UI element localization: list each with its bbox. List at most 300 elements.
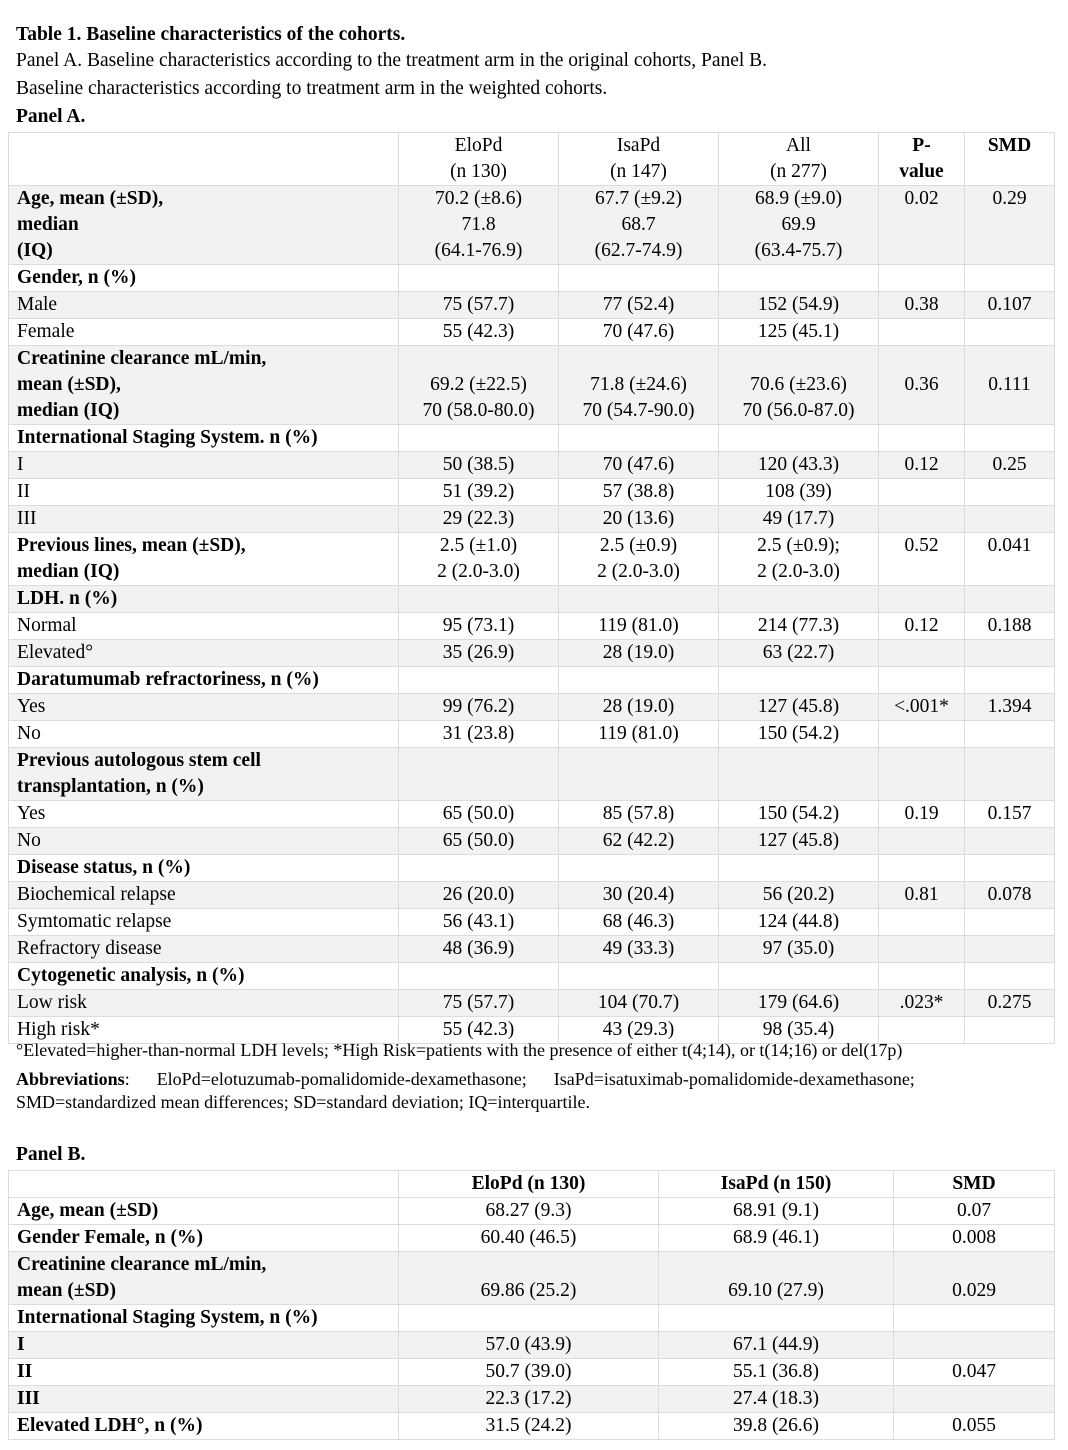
cell-line bbox=[879, 425, 964, 451]
cell-line: 0.25 bbox=[992, 454, 1027, 475]
table-row bbox=[9, 506, 1055, 533]
value-cell-isa bbox=[559, 186, 719, 265]
value-cell-smd bbox=[894, 1386, 1055, 1413]
cell-line: 70 (47.6) bbox=[602, 454, 675, 475]
value-cell-elo bbox=[399, 1386, 659, 1413]
value-cell-all bbox=[719, 452, 879, 479]
cell-line: 55 (42.3) bbox=[442, 321, 515, 342]
panel-b-header-cell bbox=[399, 1171, 659, 1198]
panel-a-label: Panel A. bbox=[16, 106, 86, 127]
value-cell-smd bbox=[965, 319, 1055, 346]
cell-line bbox=[965, 828, 1054, 854]
cell-line: Female bbox=[17, 321, 75, 342]
cell-line: Yes bbox=[17, 696, 46, 717]
value-cell-p bbox=[879, 801, 965, 828]
cell-line bbox=[559, 667, 718, 693]
cell-line bbox=[559, 963, 718, 989]
cell-line: 85 (57.8) bbox=[602, 803, 675, 824]
table-row bbox=[9, 1252, 1055, 1305]
value-cell-isa bbox=[559, 828, 719, 855]
cell-line: 56 (43.1) bbox=[442, 911, 515, 932]
row-label-cell bbox=[9, 346, 399, 425]
value-cell-smd bbox=[965, 346, 1055, 425]
cell-line bbox=[659, 1252, 893, 1278]
value-cell-elo bbox=[399, 265, 559, 292]
value-cell-elo bbox=[399, 1413, 659, 1440]
value-cell-smd bbox=[894, 1359, 1055, 1386]
table-row bbox=[9, 292, 1055, 319]
cell-line: 70 (54.7-90.0) bbox=[582, 400, 695, 421]
cell-line: 20 (13.6) bbox=[602, 508, 675, 529]
cell-line: 108 (39) bbox=[765, 481, 832, 502]
value-cell-elo bbox=[399, 586, 559, 613]
cell-line: 28 (19.0) bbox=[602, 696, 675, 717]
table-row bbox=[9, 425, 1055, 452]
cell-line: II bbox=[17, 481, 30, 502]
table-row bbox=[9, 1413, 1055, 1440]
cell-line: 31 (23.8) bbox=[442, 723, 515, 744]
row-label-cell bbox=[9, 990, 399, 1017]
value-cell-all bbox=[719, 533, 879, 586]
value-cell-all bbox=[719, 479, 879, 506]
cell-line bbox=[9, 1171, 398, 1197]
cell-line: 95 (73.1) bbox=[442, 615, 515, 636]
cell-line bbox=[965, 963, 1054, 989]
value-cell-elo bbox=[399, 346, 559, 425]
cell-line: 62 (42.2) bbox=[602, 830, 675, 851]
cell-line: 63 (22.7) bbox=[762, 642, 835, 663]
value-cell-elo bbox=[399, 1225, 659, 1252]
value-cell-p bbox=[879, 586, 965, 613]
value-cell-smd bbox=[965, 882, 1055, 909]
value-cell-all bbox=[719, 346, 879, 425]
cell-line: 69.2 (±22.5) bbox=[430, 374, 527, 395]
cell-line: 97 (35.0) bbox=[762, 938, 835, 959]
row-label-cell bbox=[9, 1359, 399, 1386]
value-cell-isa bbox=[559, 721, 719, 748]
cell-line bbox=[399, 748, 558, 774]
value-cell-elo bbox=[399, 963, 559, 990]
row-label-cell bbox=[9, 801, 399, 828]
table-row bbox=[9, 694, 1055, 721]
value-cell-elo bbox=[399, 425, 559, 452]
cell-line: (IQ) bbox=[17, 240, 53, 261]
cell-line: 0.275 bbox=[987, 992, 1032, 1013]
row-label-cell bbox=[9, 1198, 399, 1225]
panel-a-table bbox=[8, 132, 1055, 1044]
cell-line: 68.9 (46.1) bbox=[732, 1227, 820, 1248]
cell-line: 57.0 (43.9) bbox=[485, 1334, 572, 1355]
value-cell-smd bbox=[965, 506, 1055, 533]
value-cell-smd bbox=[965, 292, 1055, 319]
cell-line: 28 (19.0) bbox=[602, 642, 675, 663]
cell-line: Symtomatic relapse bbox=[17, 911, 172, 932]
table-row bbox=[9, 855, 1055, 882]
cell-line: 29 (22.3) bbox=[442, 508, 515, 529]
value-cell-isa bbox=[659, 1252, 894, 1305]
value-cell-smd bbox=[965, 748, 1055, 801]
value-cell-p bbox=[879, 721, 965, 748]
cell-line bbox=[965, 909, 1054, 935]
cell-line bbox=[399, 425, 558, 451]
cell-line: 68 (46.3) bbox=[602, 911, 675, 932]
table-row bbox=[9, 586, 1055, 613]
value-cell-elo bbox=[399, 186, 559, 265]
cell-line bbox=[399, 963, 558, 989]
row-label-cell bbox=[9, 1386, 399, 1413]
value-cell-smd bbox=[965, 452, 1055, 479]
value-cell-isa bbox=[559, 640, 719, 667]
value-cell-p bbox=[879, 533, 965, 586]
cell-line: median bbox=[17, 214, 79, 235]
cell-line: 43 (29.3) bbox=[602, 1019, 675, 1040]
cell-line: 69.86 (25.2) bbox=[480, 1280, 577, 1301]
value-cell-isa bbox=[559, 936, 719, 963]
row-label-cell bbox=[9, 882, 399, 909]
value-cell-p bbox=[879, 936, 965, 963]
cell-line: 0.52 bbox=[904, 535, 939, 556]
value-cell-elo bbox=[399, 694, 559, 721]
cell-line bbox=[559, 586, 718, 612]
cell-line: 99 (76.2) bbox=[442, 696, 515, 717]
cell-line: 0.029 bbox=[952, 1280, 996, 1301]
table-row bbox=[9, 346, 1055, 425]
table-row bbox=[9, 452, 1055, 479]
cell-line bbox=[894, 1386, 1054, 1412]
value-cell-p bbox=[879, 963, 965, 990]
value-cell-smd bbox=[965, 479, 1055, 506]
cell-line: 67.7 (±9.2) bbox=[594, 188, 683, 209]
cell-line: 70 (56.0-87.0) bbox=[742, 400, 855, 421]
value-cell-p bbox=[879, 909, 965, 936]
value-cell-smd bbox=[894, 1225, 1055, 1252]
row-label-cell bbox=[9, 909, 399, 936]
panel-a-header-cell bbox=[559, 133, 719, 186]
value-cell-elo bbox=[399, 292, 559, 319]
cell-line: 49 (33.3) bbox=[602, 938, 675, 959]
value-cell-all bbox=[719, 828, 879, 855]
cell-line: Previous lines, mean (±SD), bbox=[17, 535, 246, 556]
table-row bbox=[9, 640, 1055, 667]
value-cell-elo bbox=[399, 828, 559, 855]
cell-line: 104 (70.7) bbox=[597, 992, 680, 1013]
cell-line: 119 (81.0) bbox=[598, 723, 679, 744]
cell-line: Age, mean (±SD), bbox=[17, 188, 164, 209]
value-cell-isa bbox=[559, 990, 719, 1017]
table-row bbox=[9, 1359, 1055, 1386]
cell-line: 2.5 (±0.9); bbox=[757, 535, 840, 556]
cell-line: 68.7 bbox=[621, 214, 656, 235]
cell-line: EloPd (n 130) bbox=[471, 1173, 586, 1194]
cell-line bbox=[894, 1332, 1054, 1358]
value-cell-smd bbox=[965, 990, 1055, 1017]
table-row bbox=[9, 801, 1055, 828]
cell-line bbox=[879, 640, 964, 666]
cell-line: 69.10 (27.9) bbox=[728, 1280, 824, 1301]
value-cell-all bbox=[719, 721, 879, 748]
value-cell-all bbox=[719, 748, 879, 801]
cell-line bbox=[719, 855, 878, 881]
cell-line: 71.8 bbox=[461, 214, 496, 235]
value-cell-smd bbox=[894, 1252, 1055, 1305]
value-cell-isa bbox=[559, 963, 719, 990]
cell-line bbox=[559, 346, 718, 372]
value-cell-p bbox=[879, 613, 965, 640]
value-cell-elo bbox=[399, 506, 559, 533]
value-cell-all bbox=[719, 936, 879, 963]
cell-line: High risk* bbox=[17, 1019, 100, 1040]
panel-b-header-cell bbox=[894, 1171, 1055, 1198]
cell-line: 55 (42.3) bbox=[442, 1019, 515, 1040]
cell-line bbox=[719, 963, 878, 989]
value-cell-smd bbox=[965, 963, 1055, 990]
cell-line: 127 (45.8) bbox=[757, 696, 840, 717]
cell-line bbox=[559, 748, 718, 774]
value-cell-all bbox=[719, 667, 879, 694]
row-label-cell bbox=[9, 533, 399, 586]
cell-line: No bbox=[17, 723, 41, 744]
value-cell-smd bbox=[965, 909, 1055, 936]
cell-line: 2 (2.0-3.0) bbox=[597, 561, 680, 582]
cell-line: 124 (44.8) bbox=[757, 911, 840, 932]
cell-line: 0.12 bbox=[904, 615, 939, 636]
cell-line: 98 (35.4) bbox=[762, 1019, 835, 1040]
cell-line: 70 (58.0-80.0) bbox=[422, 400, 535, 421]
cell-line: I bbox=[17, 454, 24, 475]
table-row bbox=[9, 990, 1055, 1017]
table-row bbox=[9, 828, 1055, 855]
value-cell-smd bbox=[965, 533, 1055, 586]
cell-line: 50 (38.5) bbox=[442, 454, 515, 475]
cell-line: 2.5 (±1.0) bbox=[439, 535, 518, 556]
value-cell-isa bbox=[659, 1225, 894, 1252]
cell-line: 0.19 bbox=[904, 803, 939, 824]
value-cell-isa bbox=[559, 319, 719, 346]
row-label-cell bbox=[9, 613, 399, 640]
cell-line bbox=[879, 963, 964, 989]
value-cell-all bbox=[719, 186, 879, 265]
row-label-cell bbox=[9, 1305, 399, 1332]
table-row bbox=[9, 909, 1055, 936]
abbreviations-label: Abbreviations bbox=[16, 1069, 125, 1089]
cell-line bbox=[879, 855, 964, 881]
panel-a-header-cell bbox=[399, 133, 559, 186]
row-label-cell bbox=[9, 265, 399, 292]
value-cell-smd bbox=[894, 1305, 1055, 1332]
table-row bbox=[9, 1198, 1055, 1225]
cell-line bbox=[9, 159, 398, 185]
value-cell-all bbox=[719, 586, 879, 613]
cell-line: 57 (38.8) bbox=[602, 481, 675, 502]
panel-a-header-cell bbox=[9, 133, 399, 186]
cell-line: 0.12 bbox=[904, 454, 939, 475]
cell-line bbox=[894, 1305, 1054, 1331]
value-cell-all bbox=[719, 640, 879, 667]
cell-line: LDH. n (%) bbox=[17, 588, 118, 609]
cell-line bbox=[719, 346, 878, 372]
value-cell-elo bbox=[399, 855, 559, 882]
cell-line: (n 130) bbox=[450, 161, 507, 182]
cell-line: International Staging System. n (%) bbox=[17, 427, 318, 448]
table-row bbox=[9, 963, 1055, 990]
cell-line bbox=[719, 265, 878, 291]
cell-line: 26 (20.0) bbox=[442, 884, 515, 905]
cell-line: III bbox=[17, 1388, 40, 1409]
cell-line: 77 (52.4) bbox=[602, 294, 675, 315]
cell-line: (63.4-75.7) bbox=[754, 240, 843, 261]
value-cell-smd bbox=[894, 1332, 1055, 1359]
cell-line: 125 (45.1) bbox=[757, 321, 840, 342]
cell-line: Creatinine clearance mL/min, bbox=[17, 348, 267, 369]
cell-line: mean (±SD), bbox=[17, 374, 121, 395]
value-cell-smd bbox=[965, 186, 1055, 265]
value-cell-isa bbox=[559, 452, 719, 479]
cell-line: No bbox=[17, 830, 41, 851]
abbreviations-line-1: : EloPd=elotuzumab-pomalidomide-dexamethasone; IsaPd=isatuximab-pomalidomide-dexamethasone; bbox=[124, 1069, 915, 1089]
cell-line: 48 (36.9) bbox=[442, 938, 515, 959]
cell-line: III bbox=[17, 508, 37, 529]
cell-line: Refractory disease bbox=[17, 938, 162, 959]
cell-line: Daratumumab refractoriness, n (%) bbox=[17, 669, 319, 690]
value-cell-smd bbox=[965, 640, 1055, 667]
value-cell-isa bbox=[659, 1198, 894, 1225]
cell-line: 75 (57.7) bbox=[442, 294, 515, 315]
value-cell-smd bbox=[965, 586, 1055, 613]
cell-line: <.001* bbox=[894, 696, 949, 717]
cell-line: 60.40 (46.5) bbox=[480, 1227, 577, 1248]
table-row bbox=[9, 882, 1055, 909]
cell-line bbox=[965, 855, 1054, 881]
value-cell-isa bbox=[559, 694, 719, 721]
cell-line: 55.1 (36.8) bbox=[732, 1361, 820, 1382]
cell-line: IsaPd (n 150) bbox=[720, 1173, 832, 1194]
cell-line: 0.008 bbox=[952, 1227, 996, 1248]
value-cell-elo bbox=[399, 640, 559, 667]
row-label-cell bbox=[9, 721, 399, 748]
cell-line: International Staging System, n (%) bbox=[17, 1307, 318, 1328]
value-cell-smd bbox=[894, 1413, 1055, 1440]
value-cell-elo bbox=[399, 452, 559, 479]
row-label-cell bbox=[9, 828, 399, 855]
value-cell-elo bbox=[399, 936, 559, 963]
cell-line: 0.107 bbox=[987, 294, 1032, 315]
cell-line: 71.8 (±24.6) bbox=[590, 374, 687, 395]
value-cell-elo bbox=[399, 721, 559, 748]
cell-line: 22.3 (17.2) bbox=[485, 1388, 572, 1409]
cell-line: 75 (57.7) bbox=[442, 992, 515, 1013]
cell-line bbox=[879, 319, 964, 345]
value-cell-elo bbox=[399, 801, 559, 828]
panel-a-footnote: °Elevated=higher-than-normal LDH levels; *High Risk=patients with the presence of either t(4;14), or t(14;16) or del(17p) bbox=[16, 1040, 903, 1060]
value-cell-all bbox=[719, 694, 879, 721]
cell-line bbox=[879, 667, 964, 693]
cell-line bbox=[879, 828, 964, 854]
cell-line: 0.055 bbox=[952, 1415, 996, 1436]
cell-line: 0.157 bbox=[987, 803, 1032, 824]
table-row bbox=[9, 721, 1055, 748]
cell-line: 65 (50.0) bbox=[442, 803, 515, 824]
value-cell-elo bbox=[399, 1332, 659, 1359]
cell-line: I bbox=[17, 1334, 25, 1355]
value-cell-isa bbox=[559, 613, 719, 640]
row-label-cell bbox=[9, 292, 399, 319]
cell-line bbox=[965, 506, 1054, 532]
cell-line: 0.81 bbox=[904, 884, 939, 905]
cell-line: 0.047 bbox=[952, 1361, 996, 1382]
cell-line bbox=[559, 265, 718, 291]
cell-line: 56 (20.2) bbox=[762, 884, 835, 905]
table-row bbox=[9, 667, 1055, 694]
value-cell-isa bbox=[559, 533, 719, 586]
cell-line: 39.8 (26.6) bbox=[732, 1415, 820, 1436]
row-label-cell bbox=[9, 479, 399, 506]
cell-line: All bbox=[786, 135, 811, 156]
cell-line: Cytogenetic analysis, n (%) bbox=[17, 965, 245, 986]
cell-line: 0.078 bbox=[987, 884, 1032, 905]
cell-line bbox=[965, 265, 1054, 291]
value-cell-isa bbox=[559, 586, 719, 613]
cell-line: 1.394 bbox=[987, 696, 1032, 717]
value-cell-isa bbox=[559, 801, 719, 828]
cell-line bbox=[399, 346, 558, 372]
cell-line bbox=[965, 667, 1054, 693]
cell-line: IsaPd bbox=[616, 135, 661, 156]
cell-line: 50.7 (39.0) bbox=[485, 1361, 572, 1382]
cell-line: value bbox=[899, 161, 944, 182]
table-row bbox=[9, 186, 1055, 265]
cell-line: 49 (17.7) bbox=[762, 508, 835, 529]
value-cell-elo bbox=[399, 1305, 659, 1332]
cell-line: 68.27 (9.3) bbox=[485, 1200, 572, 1221]
value-cell-all bbox=[719, 319, 879, 346]
cell-line bbox=[879, 479, 964, 505]
cell-line: 70.6 (±23.6) bbox=[750, 374, 847, 395]
value-cell-p bbox=[879, 292, 965, 319]
cell-line bbox=[399, 1305, 658, 1331]
cell-line bbox=[965, 936, 1054, 962]
value-cell-isa bbox=[559, 479, 719, 506]
row-label-cell bbox=[9, 694, 399, 721]
row-label-cell bbox=[9, 506, 399, 533]
cell-line bbox=[559, 425, 718, 451]
value-cell-isa bbox=[559, 667, 719, 694]
panel-a-header-cell bbox=[879, 133, 965, 186]
value-cell-isa bbox=[559, 265, 719, 292]
cell-line: 67.1 (44.9) bbox=[732, 1334, 820, 1355]
table-row bbox=[9, 479, 1055, 506]
value-cell-p bbox=[879, 479, 965, 506]
panel-b-header-row bbox=[9, 1171, 1055, 1198]
row-label-cell bbox=[9, 319, 399, 346]
cell-line bbox=[965, 721, 1054, 747]
row-label-cell bbox=[9, 855, 399, 882]
value-cell-isa bbox=[559, 346, 719, 425]
cell-line: II bbox=[17, 1361, 33, 1382]
value-cell-smd bbox=[965, 855, 1055, 882]
panel-a-header-row bbox=[9, 133, 1055, 186]
cell-line bbox=[965, 159, 1054, 185]
value-cell-p bbox=[879, 990, 965, 1017]
value-cell-isa bbox=[659, 1359, 894, 1386]
value-cell-all bbox=[719, 801, 879, 828]
cell-line bbox=[879, 936, 964, 962]
cell-line bbox=[9, 133, 398, 159]
cell-line: (62.7-74.9) bbox=[594, 240, 683, 261]
value-cell-p bbox=[879, 506, 965, 533]
value-cell-all bbox=[719, 855, 879, 882]
value-cell-isa bbox=[659, 1305, 894, 1332]
cell-line bbox=[965, 319, 1054, 345]
